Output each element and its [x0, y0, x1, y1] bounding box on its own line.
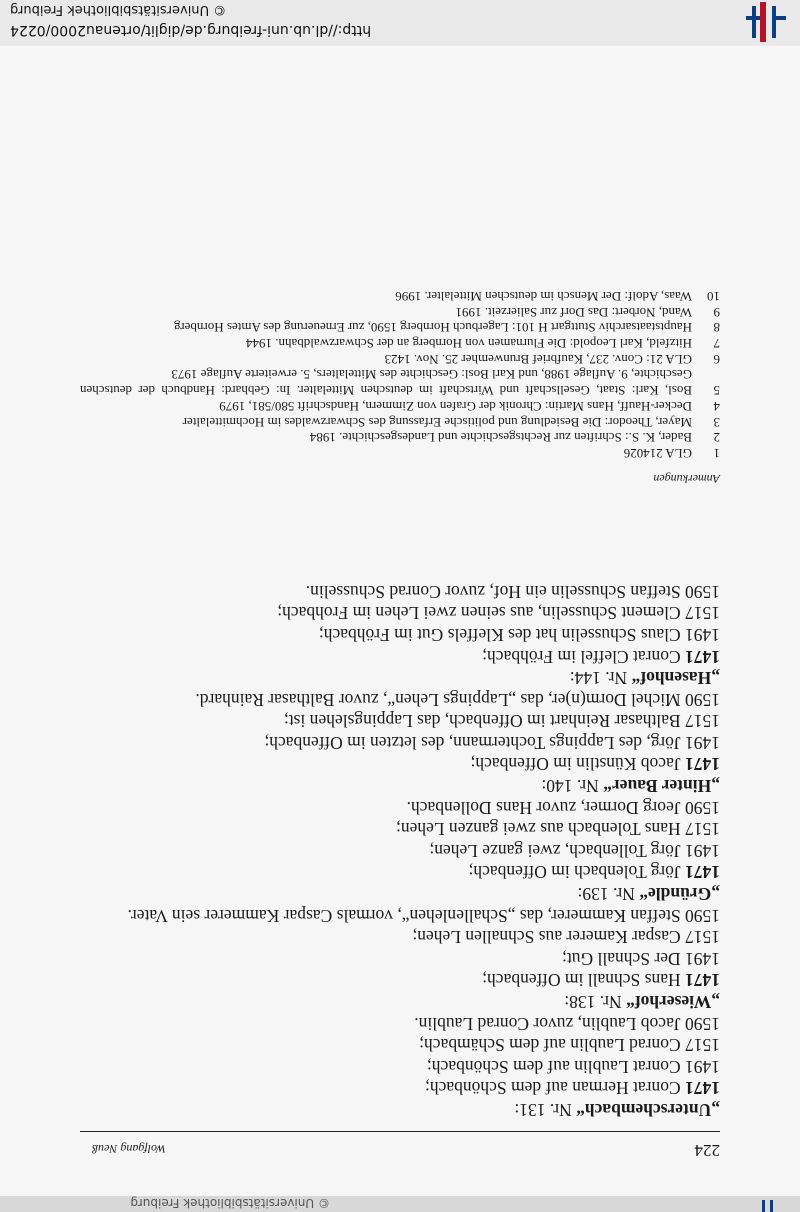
scanned-page	[0, 46, 800, 1196]
viewer-top-bar	[0, 0, 800, 46]
library-logo-small-icon	[760, 1200, 776, 1212]
page-url-text[interactable]: http://dl.ub.uni-freiburg.de/diglit/ortenau2000/0224	[10, 22, 372, 38]
record-line: 1491 Der Schnall Gut;	[562, 948, 720, 969]
record-line: 1517 Hans Tolenbach aus zwei ganzen Lehen;	[395, 819, 720, 840]
record-line: 1590 Steffan Schusselin ein Hof, zuvor Conrad Schusselin.	[305, 581, 720, 602]
note-item: 10 Waas, Adolf: Der Mensch im deutschen Mittelalter. 1996	[395, 288, 720, 304]
note-item: 3 Mayer, Theodor: Die Besiedlung und politische Erfassung des Schwarzwaldes im Hochmittelalter	[182, 414, 720, 430]
record-line: 1590 Michel Dorm(n)er, das „Lappings Lehen“, zuvor Balthasar Rainhard.	[195, 689, 720, 710]
note-item: 2 Bader, K. S.: Schriften zur Rechtsgeschichte und Landesgeschichte. 1984	[309, 430, 720, 446]
page-number: 224	[694, 1141, 720, 1160]
record-heading: „Hasenhof“ Nr. 144:	[569, 668, 720, 689]
record-heading: „Hinter Bauer“ Nr. 140:	[541, 776, 720, 797]
record-heading: „Gründle“ Nr. 139:	[577, 884, 720, 905]
record-line: 1517 Conrad Laublin auf dem Schämbach;	[419, 1035, 720, 1056]
record-line: 1517 Balthasar Reinhart im Offenbach, das Lappingslehen ist;	[283, 711, 720, 732]
record-list	[80, 580, 720, 1120]
record-line: 1491 Jörg Tollenbach, zwei ganze Lehen;	[429, 840, 720, 861]
record-line: 1590 Steffan Kammerer, das „Schallenlehen“, vormals Caspar Kammerer sein Vater.	[127, 905, 720, 926]
library-logo-icon	[746, 2, 790, 42]
note-item: 5 Bosl, Karl: Staat, Gesellschaft und Wirtschaft im deutschen Mittelalter. In: Gebhard: Handbuch der deutschen Geschichte, 9. Auflage 1988, und Karl Bosl: Geschichte des Mittelalters, 5. erweiterte Auflage 1973	[80, 367, 720, 399]
record-line: 1590 Jacob Laublin, zuvor Conrad Laublin.	[414, 1013, 720, 1034]
note-item: 8 Hauptstaatsarchiv Stuttgart H 101: Lagerbuch Hornberg 1590, zur Erneuerung des Amtes Hornberg	[174, 320, 720, 336]
record-line: 1471 Hans Schnall im Offenbach;	[482, 970, 720, 991]
notes-title: Anmerkungen	[653, 472, 720, 486]
notes-list	[80, 288, 720, 461]
record-line: 1491 Jörg, des Lappings Tochtermann, des letzten im Offenbach;	[264, 732, 720, 753]
note-item: 4 Decker-Hauff, Hans Martin: Chronik der Grafen von Zimmern, Handschrift 580/581, 1979	[219, 398, 720, 414]
record-line: 1471 Jacob Künstlin im Offenbach;	[470, 754, 720, 775]
record-line: 1471 Jörg Tolenbach im Offenbach;	[468, 862, 720, 883]
page-author: Wolfgang Neuß	[92, 1142, 166, 1156]
bottom-copyright-text: © Universitätsbibliothek Freiburg	[130, 1196, 330, 1210]
record-line: 1471 Conrat Cleffel im Fröhbach;	[482, 646, 720, 667]
record-line: 1471 Conrat Herman auf dem Schönbach;	[425, 1078, 720, 1099]
note-item: 9 Wand, Norbert: Das Dorf zur Salierzeit. 1991	[455, 304, 720, 320]
header-rule	[80, 1131, 720, 1132]
note-item: 1 GLA 214026	[623, 446, 720, 461]
record-line: 1517 Clement Schusselin, aus seinen zwei Lehen im Frohbach;	[277, 603, 720, 624]
note-item: 7 Hitzfeld, Karl Leopold: Die Flurnamen von Hornberg an der Schwarzwaldbahn. 1944	[246, 336, 720, 352]
record-heading: „Wieserhof“ Nr. 138:	[564, 992, 720, 1013]
copyright-text: © Universitätsbibliothek Freiburg	[10, 2, 227, 17]
viewer-bottom-bar	[0, 1196, 800, 1212]
record-line: 1491 Conrat Laublin auf dem Schönbach;	[426, 1056, 720, 1077]
record-heading: „Unterschembach“ Nr. 131:	[514, 1100, 720, 1120]
record-line: 1491 Claus Schusselin hat des Kleffels Gut im Fröhbach;	[318, 624, 720, 645]
note-item: 6 GLA 21: Conv. 237, Kaufbrief Brunwemher 25. Nov. 1423	[384, 351, 720, 367]
record-line: 1590 Jeorg Dormer, zuvor Hans Dollenbach.	[406, 797, 720, 818]
record-line: 1517 Caspar Kamerer aus Schnallen Lehen;	[412, 927, 720, 948]
